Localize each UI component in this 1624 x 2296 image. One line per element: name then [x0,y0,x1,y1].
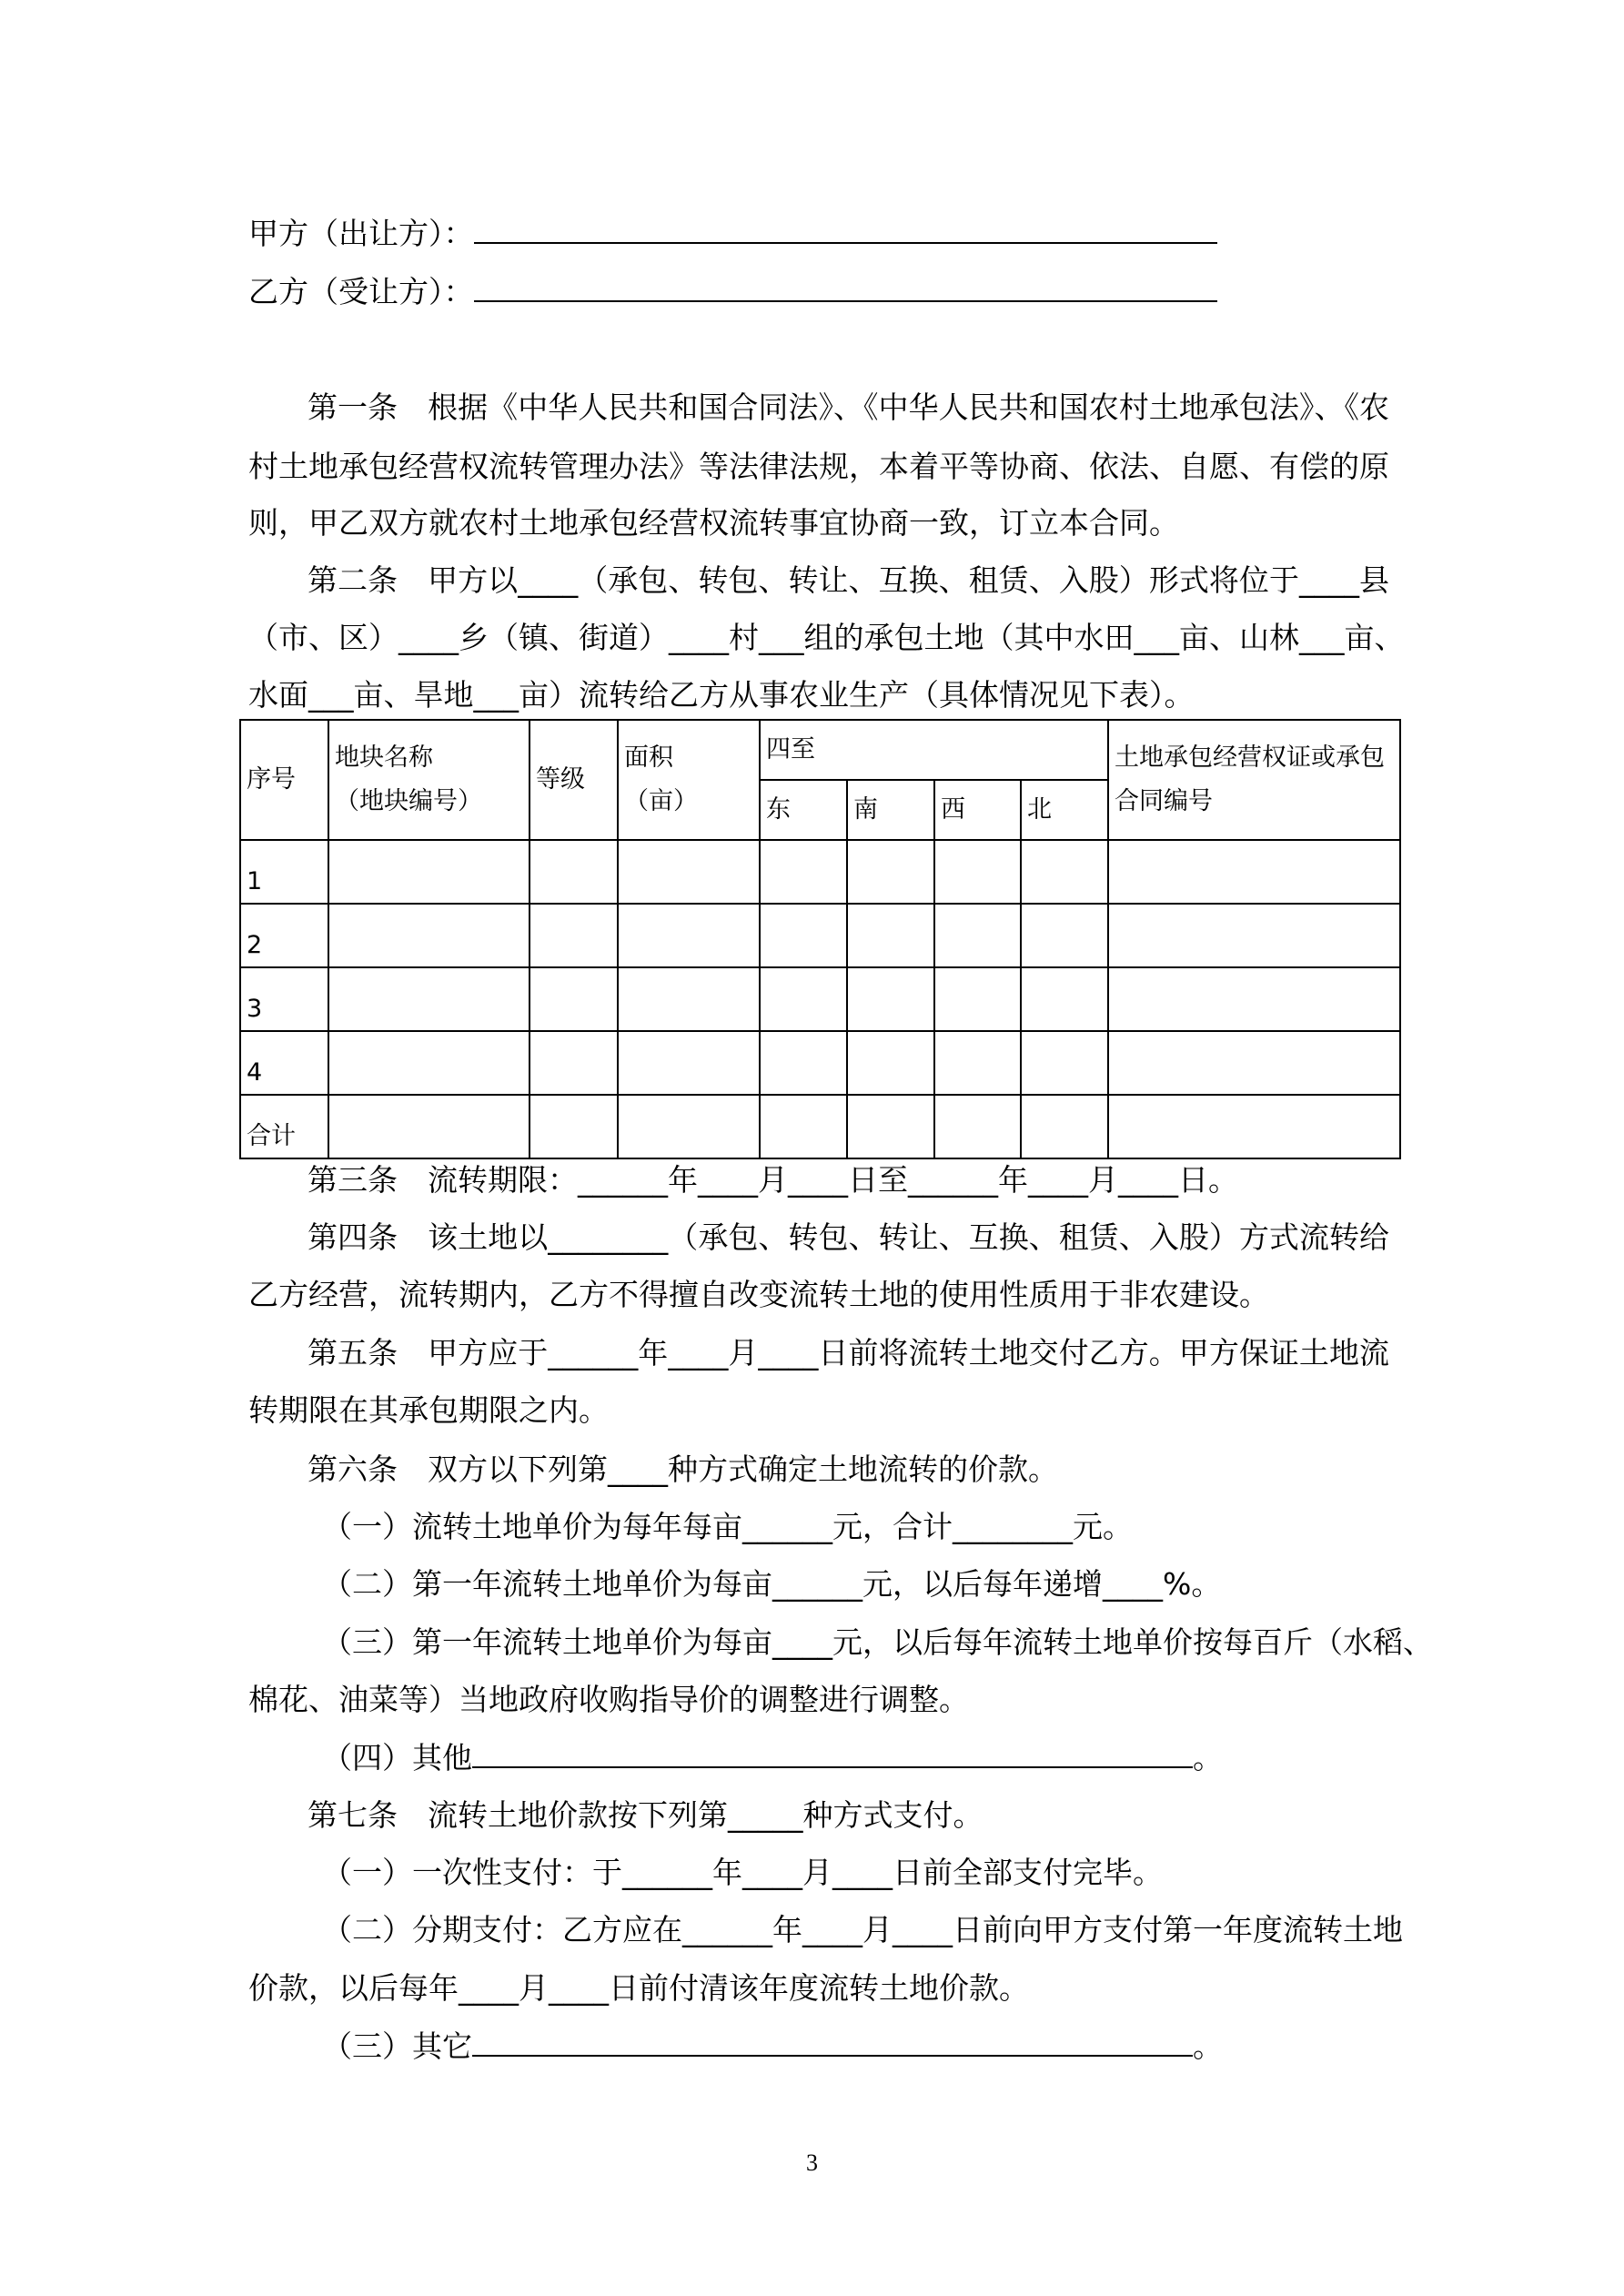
header-seq: 序号 [240,720,328,840]
header-south: 南 [847,780,934,840]
cell[interactable] [1021,967,1108,1031]
article-7-option-2-line-1: （二）分期支付：乙方应在______年____月____日前向甲方支付第一年度流转土地 [322,1912,1403,1947]
row-seq: 2 [240,904,328,967]
row-seq: 1 [240,840,328,904]
cell[interactable] [847,1031,934,1095]
party-b-label: 乙方（受让方）： [248,274,474,309]
header-area-label: 面积 [624,743,673,772]
cell[interactable] [618,904,760,967]
article-7-option-3-label: （三）其它 [322,2028,472,2064]
cell[interactable] [328,967,530,1031]
cell[interactable] [618,1031,760,1095]
cell[interactable] [1108,1095,1400,1158]
cell[interactable] [934,840,1021,904]
cell[interactable] [1021,840,1108,904]
article-7-option-2-line-2: 价款，以后每年____月____日前付清该年度流转土地价款。 [248,1970,1029,2006]
cell[interactable] [618,967,760,1031]
article-6-option-4 [322,1739,1223,1775]
cell[interactable] [1021,1095,1108,1158]
header-certificate-label: 土地承包经营权证或承包 [1115,743,1385,772]
table-row [240,967,1400,1031]
article-1-line-2: 村土地承包经营权流转管理办法》等法律法规，本着平等协商、依法、自愿、有偿的原 [248,449,1389,484]
article-6-option-3-line-1: （三）第一年流转土地单价为每亩____元，以后每年流转土地单价按每百斤（水稻、 [322,1624,1433,1660]
cell[interactable] [934,967,1021,1031]
header-plot-number: （地块编号） [335,787,482,815]
cell[interactable] [760,840,847,904]
cell[interactable] [328,904,530,967]
cell[interactable] [847,1095,934,1158]
article-7-other-input[interactable] [472,2028,1193,2057]
header-east: 东 [760,780,847,840]
party-a-input[interactable] [474,215,1217,244]
article-2-line-1: 第二条 甲方以____（承包、转包、转让、互换、租赁、入股）形式将位于____县 [308,562,1389,598]
cell[interactable] [530,904,618,967]
article-1-line-3: 则，甲乙双方就农村土地承包经营权流转事宜协商一致，订立本合同。 [248,505,1179,541]
article-2-line-3: 水面___亩、旱地___亩）流转给乙方从事农业生产（具体情况见下表）。 [248,677,1195,713]
header-boundaries: 四至 [760,720,1108,780]
article-6-option-1: （一）流转土地单价为每年每亩______元，合计________元。 [322,1509,1133,1544]
party-b-input[interactable] [474,273,1217,302]
article-6-other-input[interactable] [472,1739,1193,1768]
cell[interactable] [847,904,934,967]
cell[interactable] [530,967,618,1031]
table-row [240,904,1400,967]
cell[interactable] [934,1095,1021,1158]
header-certificate [1108,720,1400,840]
cell[interactable] [760,1095,847,1158]
cell[interactable] [934,1031,1021,1095]
table-row [240,840,1400,904]
article-5-line-2: 转期限在其承包期限之内。 [248,1392,609,1428]
article-1-line-1: 第一条 根据《中华人民共和国合同法》、《中华人民共和国农村土地承包法》、《农 [308,389,1389,425]
header-plot-name [328,720,530,840]
article-2-line-2: （市、区）____乡（镇、街道）____村___组的承包土地（其中水田___亩、山林___亩、 [248,620,1405,655]
cell[interactable] [328,840,530,904]
cell[interactable] [934,904,1021,967]
cell[interactable] [1108,967,1400,1031]
cell[interactable] [1108,904,1400,967]
cell[interactable] [530,1031,618,1095]
party-a-line [248,215,1217,251]
cell[interactable] [530,1095,618,1158]
article-6-option-3-line-2: 棉花、油菜等）当地政府收购指导价的调整进行调整。 [248,1682,969,1717]
header-north: 北 [1021,780,1108,840]
cell[interactable] [328,1031,530,1095]
article-7-option-1: （一）一次性支付：于______年____月____日前全部支付完毕。 [322,1855,1163,1890]
article-7-option-3-end: 。 [1193,2028,1223,2064]
header-contract-number: 合同编号 [1115,787,1213,815]
page-number: 3 [806,2149,818,2176]
table-row [240,1031,1400,1095]
header-west: 西 [934,780,1021,840]
header-area [618,720,760,840]
article-6-option-4-end: 。 [1193,1740,1223,1775]
table-row-total [240,1095,1400,1158]
cell[interactable] [530,840,618,904]
article-4-line-2: 乙方经营，流转期内，乙方不得擅自改变流转土地的使用性质用于非农建设。 [248,1277,1269,1312]
cell[interactable] [1021,1031,1108,1095]
cell[interactable] [1108,840,1400,904]
article-6-option-4-label: （四）其他 [322,1740,472,1775]
article-7-option-3 [322,2028,1223,2064]
article-6-intro: 第六条 双方以下列第____种方式确定土地流转的价款。 [308,1451,1058,1487]
cell[interactable] [618,840,760,904]
article-7-intro: 第七条 流转土地价款按下列第_____种方式支付。 [308,1797,983,1833]
cell[interactable] [618,1095,760,1158]
cell[interactable] [760,1031,847,1095]
article-3: 第三条 流转期限：______年____月____日至______年____月____日。 [308,1162,1238,1198]
cell[interactable] [328,1095,530,1158]
cell[interactable] [847,967,934,1031]
article-4-line-1: 第四条 该土地以________（承包、转包、转让、互换、租赁、入股）方式流转给 [308,1219,1389,1255]
cell[interactable] [760,967,847,1031]
row-total-label: 合计 [240,1095,328,1158]
cell[interactable] [1021,904,1108,967]
article-6-option-2: （二）第一年流转土地单价为每亩______元，以后每年递增____%。 [322,1566,1222,1602]
party-a-label: 甲方（出让方）： [248,216,474,251]
cell[interactable] [1108,1031,1400,1095]
row-seq: 3 [240,967,328,1031]
header-plot-name-label: 地块名称 [335,743,433,772]
cell[interactable] [847,840,934,904]
header-grade: 等级 [530,720,618,840]
article-5-line-1: 第五条 甲方应于______年____月____日前将流转土地交付乙方。甲方保证土地流 [308,1335,1389,1371]
land-table [239,719,1401,1159]
header-area-unit: （亩） [624,787,698,815]
party-b-line [248,273,1217,309]
cell[interactable] [760,904,847,967]
row-seq: 4 [240,1031,328,1095]
